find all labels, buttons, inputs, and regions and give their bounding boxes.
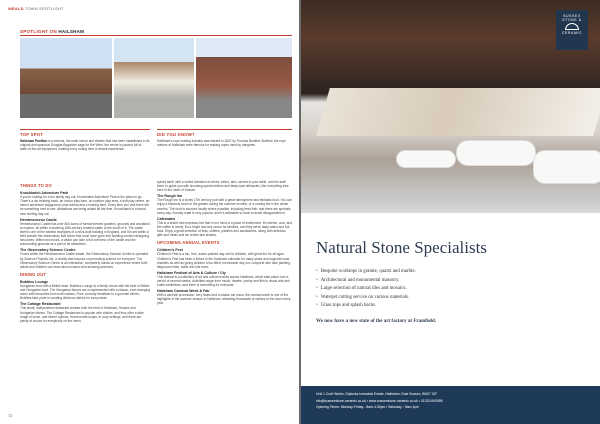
item-body: Herstmonceux Castle has over 600 acres of formal themed gardens, grounds and woodland to explore, all within a stunning 15th-century moated castle to the south of it. The castle itself is one of the earliest examples of a brick-built building in England, and it is set within a field outside the observatory that follow that must have gone into building modern designing structures. Within two hours, a visitor can take a full overview of the castle and the surrounding grounds as a part of its attractions.: [20, 221, 150, 247]
closing-line: We now have a new state of the art factory at Framfield.: [316, 319, 436, 324]
town-photo-1: [20, 38, 112, 118]
list-item: • Bespoke worktops in granite, quartz and marble.: [316, 268, 416, 277]
item-body: The Rough Inn is a lovely 17th century pub with a great atmosphere and fantastic food. You can enjoy a fabulous lunch in the garden during the summer months, or a roaring fire in the winter months. The food is sourced locally where possible, including fresh fish, and there are specials every day. Sunday roast is very popular, and it's advisable to book to avoid disappointment.: [157, 198, 292, 215]
did-you-know-text: Hailsham's rope making industry was started in 1807 by Thomas Burfield. Burfield, the rope makers of Hailsham were famous for making ropes used by hangmen.: [157, 139, 286, 148]
item-title: Knockhatch Adventure Park: [20, 191, 68, 196]
town-photo-2: [114, 38, 194, 118]
item-body: This small, independent restaurant creates both the best of Hailsham, Sussex and Hungarian dishes. The Cottage Restaurant is popular with visitors, and they offer a wide range of lunch, and dinner options. Home-made soups, in cozy settings, and there are plenty of choice for everybody on the menu.: [20, 306, 144, 323]
list-item: • Architectural and monumental masonry.: [316, 277, 416, 286]
item-body: This is a brand new espresso bar that in our mind is a place of excitement. It's interior, cool, and the coffee is lovely. It's a bright and airy venue for families, and they serve tasty cakes and hot food. Enjoy a great selection of teas, coffees, pastries and sandwiches, along with delicious gifts and treats and ice cream and shakes.: [157, 220, 292, 238]
bar-stool: [396, 150, 456, 168]
company-logo: [556, 10, 588, 50]
item-body: Children's Fest is a fun, free, action-packed day out for children, with great fun for all ages. Children's Fest has been a fixture in the Hailsham calendar for many years and supports local charities as well as giving children a fun-filled, memorable day out, complete with face painting, fairground rides, stalls and lots more.: [157, 252, 291, 269]
item-body: If you're looking for a fun family day out, Knockhatch Adventure Park is the place to go. There's a zip trekking track, an indoor play barn, an outdoor play area, a soft play centre, an indoor adventure playground, plus animal and a hearing farm. Every time you visit there will be something new to see. Attractions are being added all the time, Knockhatch is a brand-new hunting day out.: [20, 195, 150, 216]
list-item: • Large selection of natural tiles and mosaics.: [316, 285, 416, 294]
item-title: The Rough Inn: [157, 194, 183, 199]
logo-line: CERAMIC: [561, 31, 583, 36]
bar-stool: [533, 150, 600, 184]
item-title: Bubbles Lounge: [20, 279, 49, 284]
column-2: [157, 180, 292, 306]
item-body: spices itself, with a varied selection of wines, beers, ales, served to your table, and the staff there to guide you with choosing special dishes and tasty local delicacies, like everything else here in the heart of Sussex.: [157, 180, 289, 193]
item-body: This festival is a collection of art and culture events across Hailsham, which take place over a period of several weeks. Activities range from music, theatre, poetry and film to visual arts and crafts exhibitions, and there is something for everyone.: [157, 274, 290, 288]
item-title: Hailsham Festival of Arts & Culture / Cty: [157, 270, 226, 275]
item-title: The Cottage Restaurant: [20, 302, 61, 307]
address-line: Unit 1 Croft Works, Diplocks Industrial Estate, Hailsham, East Sussex, BN27 3JF: [316, 392, 438, 396]
did-you-know-heading: DID YOU KNOW?: [157, 132, 195, 137]
right-page: [301, 0, 600, 424]
photo-strip: [20, 38, 292, 118]
dining-heading: DINING OUT: [20, 271, 47, 277]
services-list: [316, 268, 416, 311]
logo-arch-icon: [565, 23, 579, 30]
left-page: [0, 0, 299, 424]
contact-line[interactable]: info@sussexstone-ceramic.co.uk • www.sussexstone-ceramic.co.uk • 01323 840989: [316, 398, 443, 403]
title-rule: [20, 35, 292, 36]
bar-stool: [456, 140, 536, 166]
page-title: SPOTLIGHT ON HAILSHAM: [20, 29, 85, 34]
running-header: WEALD TOWN SPOTLIGHT: [8, 6, 64, 11]
granite-worktop: [316, 88, 600, 136]
item-title: Hailsham Carnival Week & Fair: [157, 289, 210, 294]
top-spot-heading: TOP SPOT: [20, 132, 44, 137]
logo-line: STONE &: [562, 18, 582, 23]
town-photo-3: [196, 38, 292, 118]
item-title: Herstmonceux Castle: [20, 217, 57, 222]
item-body: Found within the Herstmonceux Castle estate, the Observatory Science Centre is operated by Science Projects Ltd, a charity that focuses on promoting science for everyone. The Observatory Science Centre is an interactive, completely hands-on experience where both adults and children can learn about cosmic and amazing sciences.: [20, 252, 149, 269]
did-you-know-rule: [157, 129, 292, 130]
item-body: Hungarian food with a British twist. Bubbles Lounge is a family venue with the best in British and Hungarian food. The Hungarian flavors are complemented with a classic, ever-changing menu with favourites from both nations. From a hearty breakfast to a gourmet dinner, Bubbles take pride in creating delicious dishes for every taste.: [20, 283, 150, 301]
page-number: 72: [8, 413, 13, 418]
top-spot-text: Hailsham Pavilion is a cinema, the main venue and theatre that has been established in its original and spacious Douglas Bygodom sage for the West, the venue is packed full of state-of-the-art equipment, making every outing here a vibrant experience.: [20, 139, 150, 152]
contact-footer: [301, 386, 600, 424]
logo-line: SUSSEX: [563, 14, 581, 18]
item-title: Cafemates: [157, 216, 176, 221]
item-title: Children's Fest: [157, 248, 183, 253]
item-body: With a carnival procession, lorry floats and a classic car show, the carnival week is one of the highlights of the summer season in Hailsham, attracting thousands of visitors to the town every year.: [157, 293, 291, 306]
list-item: • Waterjet cutting service on various materials.: [316, 294, 416, 303]
list-item: • Glass tops and splash backs.: [316, 302, 416, 311]
opening-times: Opening Times: Monday-Friday - 8am-4:30pm / Saturday - 9am-1pm: [316, 405, 420, 409]
things-to-do-heading: THINGS TO DO: [20, 183, 52, 188]
column-1: [20, 180, 150, 323]
events-heading: UPCOMING ANNUAL EVENTS: [157, 240, 220, 246]
top-spot-rule: [20, 129, 150, 130]
ad-headline: Natural Stone Specialists: [316, 238, 487, 257]
item-title: The Observatory Science Centre: [20, 248, 76, 253]
